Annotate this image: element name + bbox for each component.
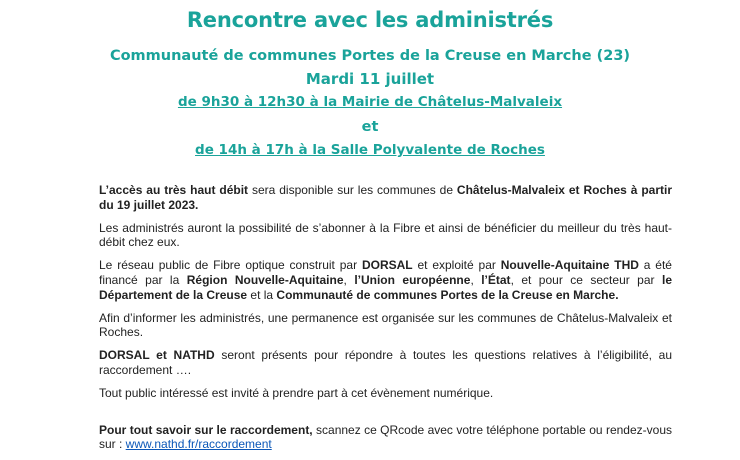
paragraph-availability bbox=[99, 183, 672, 213]
paragraph-invitation: Tout public intéressé est invité à prendre part à cet évènement numérique. bbox=[99, 385, 494, 400]
bold-text: Châtelus-Malvaleix et Roches à partir du 19 juillet 2023. bbox=[99, 183, 672, 212]
session-morning: de 9h30 à 12h30 à la Mairie de Châtelus-Malvaleix bbox=[177, 94, 563, 110]
text: Le réseau public de Fibre optique construit par bbox=[99, 258, 362, 273]
body-text bbox=[99, 183, 672, 460]
bold-text: L’accès au très haut débit bbox=[99, 183, 249, 197]
paragraph-permanence: Afin d’informer les administrés, une permanence est organisée sur les communes de Châtelus-Malvaleix et Roches. bbox=[99, 310, 672, 340]
bold-text: l’État bbox=[481, 272, 511, 287]
paragraph-network bbox=[99, 258, 672, 302]
text: , bbox=[343, 272, 355, 287]
text: , bbox=[470, 272, 482, 287]
session-connector: et bbox=[361, 119, 379, 135]
event-date: Mardi 11 juillet bbox=[305, 70, 435, 88]
paragraph-raccordement bbox=[99, 423, 672, 453]
page-title: Rencontre avec les administrés bbox=[186, 8, 554, 32]
text: scannez ce QRcode avec votre téléphone portable ou rendez-vous sur : bbox=[99, 422, 672, 452]
spacer bbox=[99, 409, 672, 423]
text: sera disponible sur les communes de bbox=[248, 183, 457, 197]
bold-text: le Département de la Creuse bbox=[99, 272, 672, 302]
bold-text: Région Nouvelle-Aquitaine bbox=[186, 272, 344, 287]
bold-text: DORSAL bbox=[361, 258, 413, 273]
session-afternoon: de 14h à 17h à la Salle Polyvalente de Roches bbox=[195, 142, 545, 158]
text: seront présents pour répondre à toutes les questions relatives à l’éligibilité, au raccordement …. bbox=[99, 348, 673, 377]
text: et exploité par bbox=[412, 258, 501, 273]
bold-text: Nouvelle-Aquitaine THD bbox=[500, 258, 639, 273]
paragraph-subscription: Les administrés auront la possibilité de s’abonner à la Fibre et ainsi de bénéficier du meilleur du très haut-débit chez eux. bbox=[99, 220, 672, 250]
text: , et pour ce secteur par bbox=[510, 272, 662, 287]
text: et la bbox=[247, 287, 277, 302]
paragraph-presence bbox=[99, 348, 672, 378]
raccordement-link[interactable]: www.nathd.fr/raccordement bbox=[125, 437, 272, 452]
bold-text: Communauté de communes Portes de la Creuse en Marche. bbox=[276, 287, 619, 302]
bold-text: Pour tout savoir sur le raccordement, bbox=[99, 422, 313, 437]
text: a été financé par la bbox=[99, 258, 672, 287]
bold-text: DORSAL et NATHD bbox=[99, 348, 215, 363]
bold-text: l’Union européenne bbox=[354, 272, 471, 287]
community-name: Communauté de communes Portes de la Creuse en Marche (23) bbox=[109, 48, 631, 64]
